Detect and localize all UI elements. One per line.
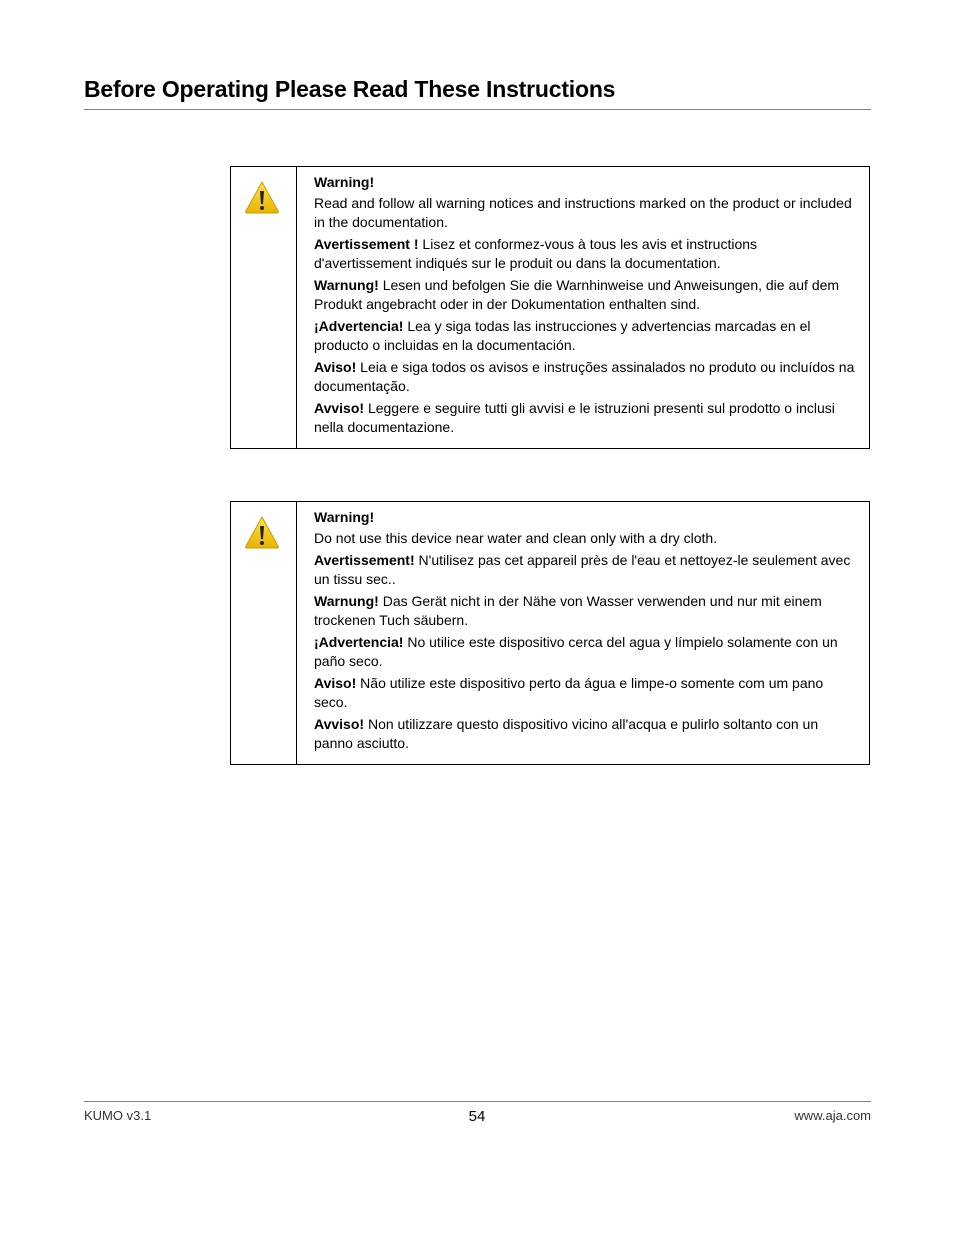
footer-website: www.aja.com (794, 1108, 871, 1123)
warning-translation-de (314, 276, 855, 314)
warning-translation-it (314, 399, 855, 437)
translation-text: Das Gerät nicht in der Nähe von Wasser verwenden und nur mit einem trockenen Tuch säubern. (314, 593, 822, 628)
translation-label: ¡Advertencia! (314, 634, 404, 650)
warning-translation-fr (314, 551, 855, 589)
translation-label: Avertissement! (314, 552, 415, 568)
translation-text: Leggere e seguire tutti gli avvisi e le istruzioni presenti sul prodotto o inclusi nella documentazione. (314, 400, 835, 435)
warning-text-cell (297, 167, 869, 448)
warning-box-general (230, 166, 870, 449)
translation-text: Lisez et conformez-vous à tous les avis et instructions d'avertissement indiqués sur le produit ou dans la documentation. (314, 236, 758, 271)
warning-translation-fr (314, 235, 855, 273)
footer-rule (84, 1101, 871, 1102)
warning-translation-it (314, 715, 855, 753)
translation-text: No utilice este dispositivo cerca del agua y límpielo solamente con un paño seco. (314, 634, 838, 669)
warning-triangle-icon (244, 515, 280, 549)
footer-product-version: KUMO v3.1 (84, 1108, 152, 1123)
warning-icon-cell (231, 502, 297, 764)
title-rule (84, 109, 871, 110)
translation-label: Avviso! (314, 716, 365, 732)
footer-page-number: 54 (468, 1108, 486, 1125)
page-title: Before Operating Please Read These Instructions (84, 76, 616, 102)
translation-label: Aviso! (314, 359, 357, 375)
translation-label: Aviso! (314, 675, 357, 691)
translation-text: Não utilize este dispositivo perto da água e limpe-o somente com um pano seco. (314, 675, 824, 710)
translation-label: Avertissement ! (314, 236, 419, 252)
warning-heading: Warning! (314, 509, 375, 525)
translation-text: Leia e siga todos os avisos e instruções assinalados no produto ou incluídos na documentação. (314, 359, 855, 394)
warning-translation-es (314, 633, 855, 671)
warning-intro: Read and follow all warning notices and instructions marked on the product or included in the documentation. (314, 195, 852, 230)
translation-label: Warnung! (314, 277, 379, 293)
warning-icon-cell (231, 167, 297, 448)
translation-text: Non utilizzare questo dispositivo vicino all'acqua e pulirlo soltanto con un panno asciutto. (314, 716, 819, 751)
translation-text: Lea y siga todas las instrucciones y advertencias marcadas en el producto o incluidas en la documentación. (314, 318, 811, 353)
warning-translation-de (314, 592, 855, 630)
warning-triangle-icon (244, 180, 280, 214)
translation-text: Lesen und befolgen Sie die Warnhinweise und Anweisungen, die auf dem Produkt angebracht oder in der Dokumentation enthalten sind. (314, 277, 840, 312)
translation-label: Warnung! (314, 593, 379, 609)
warning-translation-pt (314, 358, 855, 396)
warning-translation-es (314, 317, 855, 355)
warning-text-cell (297, 502, 869, 764)
translation-text: N'utilisez pas cet appareil près de l'eau et nettoyez-le seulement avec un tissu sec.. (314, 552, 851, 587)
warning-translation-pt (314, 674, 855, 712)
translation-label: ¡Advertencia! (314, 318, 404, 334)
warning-heading: Warning! (314, 174, 375, 190)
translation-label: Avviso! (314, 400, 365, 416)
warning-intro: Do not use this device near water and clean only with a dry cloth. (314, 530, 718, 546)
warning-box-water (230, 501, 870, 765)
